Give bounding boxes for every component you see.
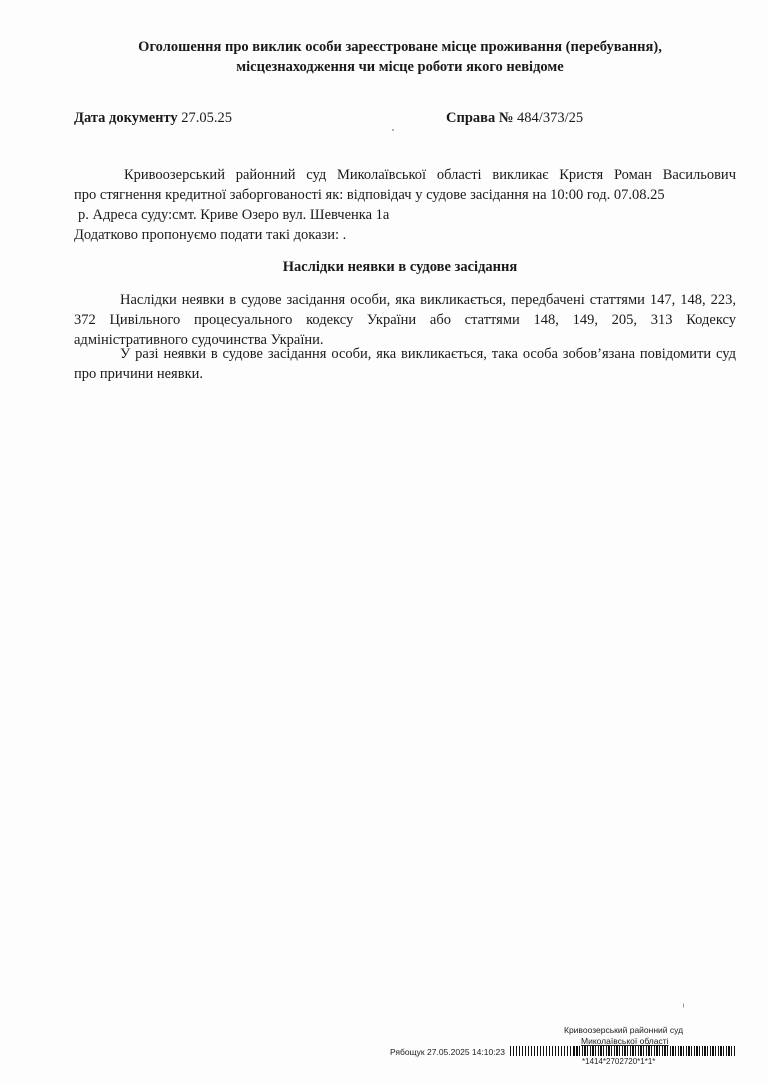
scan-speck bbox=[392, 129, 394, 131]
case-value: 484/373/25 bbox=[517, 110, 584, 126]
barcode-code: *1414*2702720*1*1* bbox=[582, 1057, 656, 1066]
notification-paragraph: У разі неявки в судове засідання особи, яка викликається, така особа зобов’язана повідомити суд про причини неявки. bbox=[74, 346, 736, 382]
summons-line-1: Кривоозерський районний суд Миколаївської області викликає Кристя Роман Васильович bbox=[124, 167, 736, 183]
document-title bbox=[60, 37, 740, 77]
date-label: Дата документу bbox=[74, 110, 178, 126]
summons-line-2: про стягнення кредитної заборгованості як: відповідач у судове засідання на 10:00 год. 07.08.25 bbox=[74, 187, 665, 203]
case-number bbox=[446, 108, 583, 128]
consequences-paragraph: Наслідки неявки в судове засідання особи, яка викликається, передбачені статтями 147, 148, 223, 372 Цивільного процесуального кодексу України або статтями 148, 149, 205, 313 Кодексу адміністративного судочинства України. bbox=[74, 292, 736, 348]
stamp-operator-timestamp: Рябощук 27.05.2025 14:10:23 bbox=[390, 1047, 505, 1057]
scan-speck bbox=[683, 1003, 684, 1008]
title-line-1: Оголошення про виклик особи зареєстроване місце проживання (перебування), bbox=[138, 39, 662, 55]
document-date bbox=[74, 108, 232, 128]
summons-line-3: р. Адреса суду:смт. Криве Озеро вул. Шевченка 1а bbox=[78, 207, 390, 223]
stamp-court-name: Кривоозерський районний суд bbox=[564, 1025, 684, 1035]
date-value: 27.05.25 bbox=[181, 110, 233, 126]
stamp-court-region: Миколаївської області bbox=[581, 1036, 669, 1046]
case-label: Справа № bbox=[446, 110, 514, 126]
consequences-heading: Наслідки неявки в судове засідання bbox=[282, 259, 518, 275]
summons-paragraph bbox=[74, 165, 736, 245]
registry-stamp bbox=[390, 1022, 750, 1072]
barcode-segment bbox=[510, 1046, 574, 1056]
title-line-2: місцезнаходження чи місце роботи якого невідоме bbox=[236, 59, 564, 75]
summons-line-4: Додатково пропонуємо подати такі докази: . bbox=[74, 227, 347, 243]
